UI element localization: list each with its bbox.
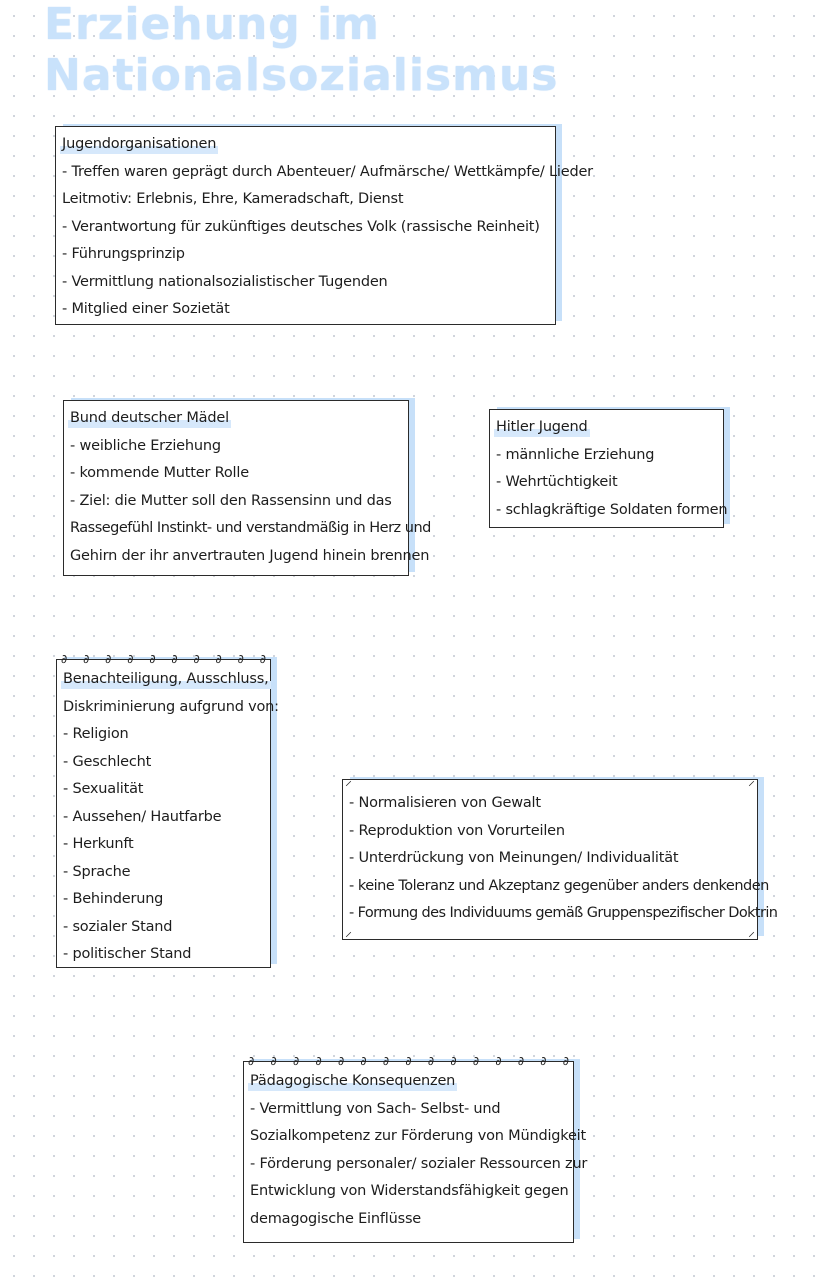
- card-line: - Vermittlung nationalsozialistischer Tugenden: [62, 273, 388, 290]
- spiral-binding: ∂ ∂ ∂ ∂ ∂ ∂ ∂ ∂ ∂ ∂ ∂ ∂ ∂ ∂ ∂: [248, 1054, 569, 1068]
- card-line: - Aussehen/ Hautfarbe: [63, 808, 222, 825]
- card-line: Entwicklung von Widerstandsfähigkeit gegen: [250, 1183, 569, 1199]
- card-line: - Reproduktion von Vorurteilen: [349, 822, 565, 839]
- card-line: - Treffen waren geprägt durch Abenteuer/ Aufmärsche/ Wettkämpfe/ Lieder: [62, 163, 593, 180]
- card-bund-deutscher-maedel: [63, 400, 431, 576]
- card-paedagogische-konsequenzen: [243, 1054, 588, 1243]
- card-line: - Wehrtüchtigkeit: [496, 474, 618, 490]
- card-line: Leitmotiv: Erlebnis, Ehre, Kameradschaft, Dienst: [62, 191, 404, 207]
- card-line: - Ziel: die Mutter soll den Rassensinn und das: [70, 492, 392, 509]
- card-line: - kommende Mutter Rolle: [70, 465, 249, 481]
- pin-icon: ⸝: [748, 924, 755, 940]
- card-line: - sozialer Stand: [63, 918, 173, 935]
- card-line: - Religion: [63, 726, 129, 742]
- card-heading: Benachteiligung, Ausschluss,: [63, 666, 269, 694]
- card-heading: Jugendorganisationen: [62, 131, 216, 159]
- card-heading: Bund deutscher Mädel: [70, 405, 229, 433]
- card-line: - Sprache: [63, 863, 131, 880]
- card-line: - Mitglied einer Sozietät: [62, 301, 230, 317]
- pin-icon: ⸝: [345, 924, 352, 940]
- card-line: - Herkunft: [63, 836, 134, 852]
- card-line: Sozialkompetenz zur Förderung von Mündigkeit: [250, 1128, 586, 1144]
- card-line: - männliche Erziehung: [496, 446, 655, 463]
- card-line: - Sexualität: [63, 781, 144, 797]
- card-line: Rassegefühl Instinkt- und verstandmäßig in Herz und: [70, 520, 431, 536]
- card-line: - Behinderung: [63, 891, 164, 907]
- card-jugendorganisationen: [55, 126, 593, 325]
- card-line: - politischer Stand: [63, 946, 192, 962]
- card-line: - schlagkräftige Soldaten formen: [496, 501, 728, 518]
- card-line: - Normalisieren von Gewalt: [349, 795, 541, 811]
- spiral-binding: ∂ ∂ ∂ ∂ ∂ ∂ ∂ ∂ ∂ ∂: [61, 652, 266, 666]
- card-line: - Verantwortung für zukünftiges deutsches Volk (rassische Reinheit): [62, 218, 540, 235]
- card-line: - keine Toleranz und Akzeptanz gegenüber anders denkenden: [349, 877, 769, 894]
- card-line: - Formung des Individuums gemäß Gruppenspezifischer Doktrin: [349, 905, 778, 921]
- card-line: - Vermittlung von Sach- Selbst- und: [250, 1100, 501, 1117]
- card-line: Diskriminierung aufgrund von:: [63, 698, 279, 715]
- card-line: - weibliche Erziehung: [70, 437, 221, 454]
- card-heading: Pädagogische Konsequenzen: [250, 1068, 455, 1096]
- card-line: - Unterdrückung von Meinungen/ Individualität: [349, 850, 679, 866]
- pin-icon: ⸝: [748, 773, 755, 789]
- card-hitler-jugend: [489, 409, 728, 528]
- pin-icon: ⸝: [345, 773, 352, 789]
- card-line: - Förderung personaler/ sozialer Ressourcen zur: [250, 1155, 588, 1172]
- card-diskriminierung: [56, 652, 279, 968]
- card-heading: Hitler Jugend: [496, 414, 588, 442]
- page-title: Erziehung im Nationalsozialismus: [44, 0, 559, 101]
- card-line: - Geschlecht: [63, 753, 152, 770]
- card-line: - Führungsprinzip: [62, 246, 185, 262]
- card-line: Gehirn der ihr anvertrauten Jugend hinein brennen: [70, 547, 430, 564]
- card-folgen: [342, 773, 778, 940]
- card-line: demagogische Einflüsse: [250, 1210, 422, 1227]
